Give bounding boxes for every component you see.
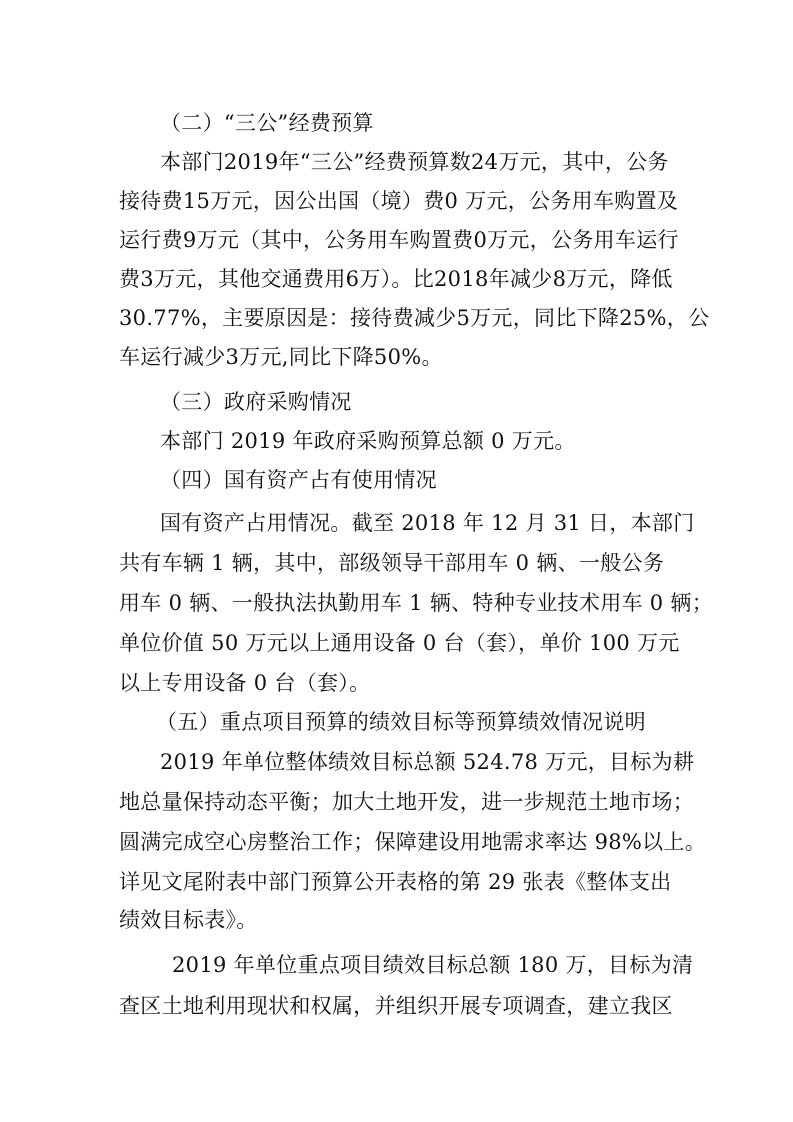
section-heading-state-assets: （四）国有资产占有使用情况 bbox=[160, 468, 437, 492]
paragraph-line: 详见文尾附表中部门预算公开表格的第 29 张表《整体支出 bbox=[119, 870, 672, 894]
paragraph-line: 共有车辆 1 辆，其中，部级领导干部用车 0 辆、一般公务 bbox=[119, 551, 665, 575]
paragraph-line: 本部门 2019 年政府采购预算总额 0 万元。 bbox=[160, 429, 576, 453]
paragraph-line: 30.77%，主要原因是：接待费减少5万元，同比下降25%，公 bbox=[119, 306, 710, 330]
section-heading-government-procurement: （三）政府采购情况 bbox=[160, 390, 352, 414]
paragraph-line: 地总量保持动态平衡；加大土地开发，进一步规范土地市场； bbox=[119, 790, 695, 814]
paragraph-line: 本部门2019年“三公”经费预算数24万元，其中，公务 bbox=[160, 150, 669, 174]
paragraph-line: 绩效目标表》。 bbox=[119, 908, 258, 932]
paragraph-line: 查区土地利用现状和权属，并组织开展专项调查，建立我区 bbox=[119, 994, 673, 1018]
section-heading-three-public-expenses: （二）“三公”经费预算 bbox=[160, 111, 374, 135]
paragraph-line: 车运行减少3万元,同比下降50%。 bbox=[119, 345, 443, 369]
paragraph-line: 圆满完成空心房整治工作；保障建设用地需求率达 98%以上。 bbox=[119, 830, 707, 854]
paragraph-line: 单位价值 50 万元以上通用设备 0 台（套），单价 100 万元 bbox=[119, 631, 680, 655]
paragraph-line: 运行费9万元（其中，公务用车购置费0万元，公务用车运行 bbox=[119, 228, 679, 252]
paragraph-line: 用车 0 辆、一般执法执勤用车 1 辆、特种专业技术用车 0 辆； bbox=[119, 591, 714, 615]
paragraph-line: 费3万元，其他交通费用6万）。比2018年减少8万元，降低 bbox=[119, 267, 673, 291]
paragraph-line: 国有资产占用情况。截至 2018 年 12 月 31 日，本部门 bbox=[160, 511, 695, 535]
paragraph-line: 接待费15万元，因公出国（境）费0 万元，公务用车购置及 bbox=[119, 189, 679, 213]
paragraph-line: 以上专用设备 0 台（套）。 bbox=[119, 671, 371, 695]
paragraph-line: 2019 年单位整体绩效目标总额 524.78 万元，目标为耕 bbox=[160, 750, 695, 774]
paragraph-line: 2019 年单位重点项目绩效目标总额 180 万，目标为清 bbox=[172, 953, 694, 977]
section-heading-performance-goals: （五）重点项目预算的绩效目标等预算绩效情况说明 bbox=[156, 710, 646, 734]
